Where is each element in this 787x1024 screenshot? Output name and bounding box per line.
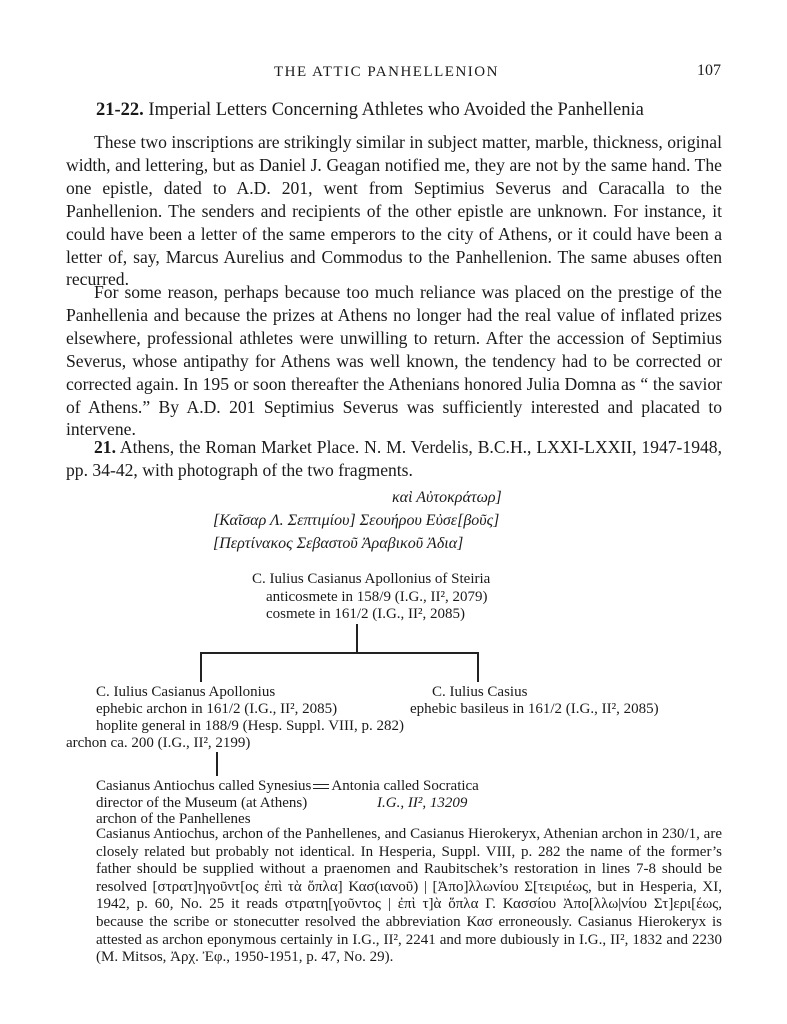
intro-paragraph: These two inscriptions are strikingly similar in subject matter, marble, thickness, original width, and lettering, but as Daniel J. Geagan notified me, they are not by the same hand. The one epistle, dated to A.D. 201, went from Septimius Severus and Caracalla to the Panhellenion. The senders and recipients of the other epistle are unknown. For instance, it could have been a letter of the same emperors to the city of Athens, or it could have been a letter of, say, Marcus Aurelius and Commodus to the Panhellenion. The same abuses often recurred. [66, 132, 722, 290]
stemma-left-drop [200, 652, 202, 682]
stemma-left-office-3: archon ca. 200 (I.G., II², 2199) [66, 735, 251, 751]
stemma-grandchild-name: Casianus Antiochus called Synesius [96, 778, 312, 794]
section-heading [96, 100, 644, 121]
stemma-left-office-2: hoplite general in 188/9 (Hesp. Suppl. VIII, p. 282) [96, 718, 405, 734]
stemma-right-office: ephebic basileus in 161/2 (I.G., II², 2085) [410, 701, 659, 717]
greek-line-3: [Περτίνακος Σεβαστοῦ Ἀραβικοῦ Ἀδια] [213, 535, 464, 552]
page-number: 107 [697, 62, 721, 79]
greek-line-2: [Καῖσαρ Λ. Σεπτιμίου] Σεουήρου Εὐσε[βοῦς] [213, 512, 500, 529]
stemma-right-name: C. Iulius Casius [432, 684, 528, 700]
section-number: 21-22. [96, 100, 144, 120]
stemma-root-office-2: cosmete in 161/2 (I.G., II², 2085) [266, 606, 466, 622]
running-title: THE ATTIC PANHELLENION [274, 64, 499, 80]
stemma-grandchild-row [96, 777, 479, 795]
marriage-symbol [313, 784, 329, 789]
context-paragraph: For some reason, perhaps because too much reliance was placed on the prestige of the Panhellenia and because the prizes at Athens no longer had the real value of inflated prizes elsewhere, professional athletes were unwilling to return. After the accession of Septimius Severus, whose antipathy for Athens was well known, the tendency had to be corrected or corrected again. In 195 or soon thereafter the Athenians honored Julia Domna as “ the savior of Athens.” By A.D. 201 Septimius Severus was sufficiently interested and placated to intervene. [66, 282, 722, 440]
stemma-spouse-name: Antonia called Socratica [331, 778, 479, 794]
stemma-left-name: C. Iulius Casianus Apollonius [96, 684, 276, 700]
stemma-root-connector [356, 624, 358, 653]
section-title: Imperial Letters Concerning Athletes who Avoided the Panhellenia [148, 100, 644, 120]
stemma-left-office-1: ephebic archon in 161/2 (I.G., II², 2085) [96, 701, 338, 717]
greek-line-1: καὶ Αὐτοκράτωρ] [392, 489, 502, 506]
inscription-citation: Athens, the Roman Market Place. N. M. Verdelis, B.C.H., LXXI-LXXII, 1947-1948, pp. 34-42, with photograph of the two fragments. [66, 437, 722, 480]
stemma-descent-connector [216, 752, 218, 776]
stemma-root-name: C. Iulius Casianus Apollonius of Steiria [252, 571, 491, 587]
stemma-sibling-bar [200, 652, 478, 654]
inscription-number: 21. [94, 437, 116, 457]
stemma-right-drop [477, 652, 479, 682]
stemma-note: Casianus Antiochus, archon of the Panhellenes, and Casianus Hierokeryx, Athenian archon in 230/1, are closely related but probably not identical. In Hesperia, Suppl. VIII, p. 282 the name of the former’s father should be supplied without a praenomen and Raubitschek’s restoration in lines 7-8 should be resolved [στρατ]ηγοῦντ[ος ἐπὶ τὰ ὅπλα] Κασ(ιανοῦ) | [Ἀπο]λλωνίου Σ[τειριέως, but in Hesperia, XI, 1942, p. 60, No. 25 it reads στρατη[γοῦντος | ἐπὶ τ]ὰ ὅπλα Γ. Κασσίου Ἀπο[λλω|νίου Στ]ερι[έως, because the scribe or stonecutter resolved the abbreviation Κασ erroneously. Casianus Hierokeryx is attested as archon eponymous certainly in I.G., II², 2241 and more dubiously in I.G., II², 1832 and 2230 (M. Mitsos, Ἀρχ. Ἐφ., 1950-1951, p. 47, No. 29). [96, 826, 722, 966]
stemma-grandchild-office-2: archon of the Panhellenes [96, 811, 251, 827]
inscription-21-paragraph [66, 436, 722, 482]
stemma-grandchild-office-1: director of the Museum (at Athens) [96, 795, 308, 811]
stemma-spouse-reference: I.G., II², 13209 [377, 795, 468, 811]
stemma-root-office-1: anticosmete in 158/9 (I.G., II², 2079) [266, 589, 488, 605]
